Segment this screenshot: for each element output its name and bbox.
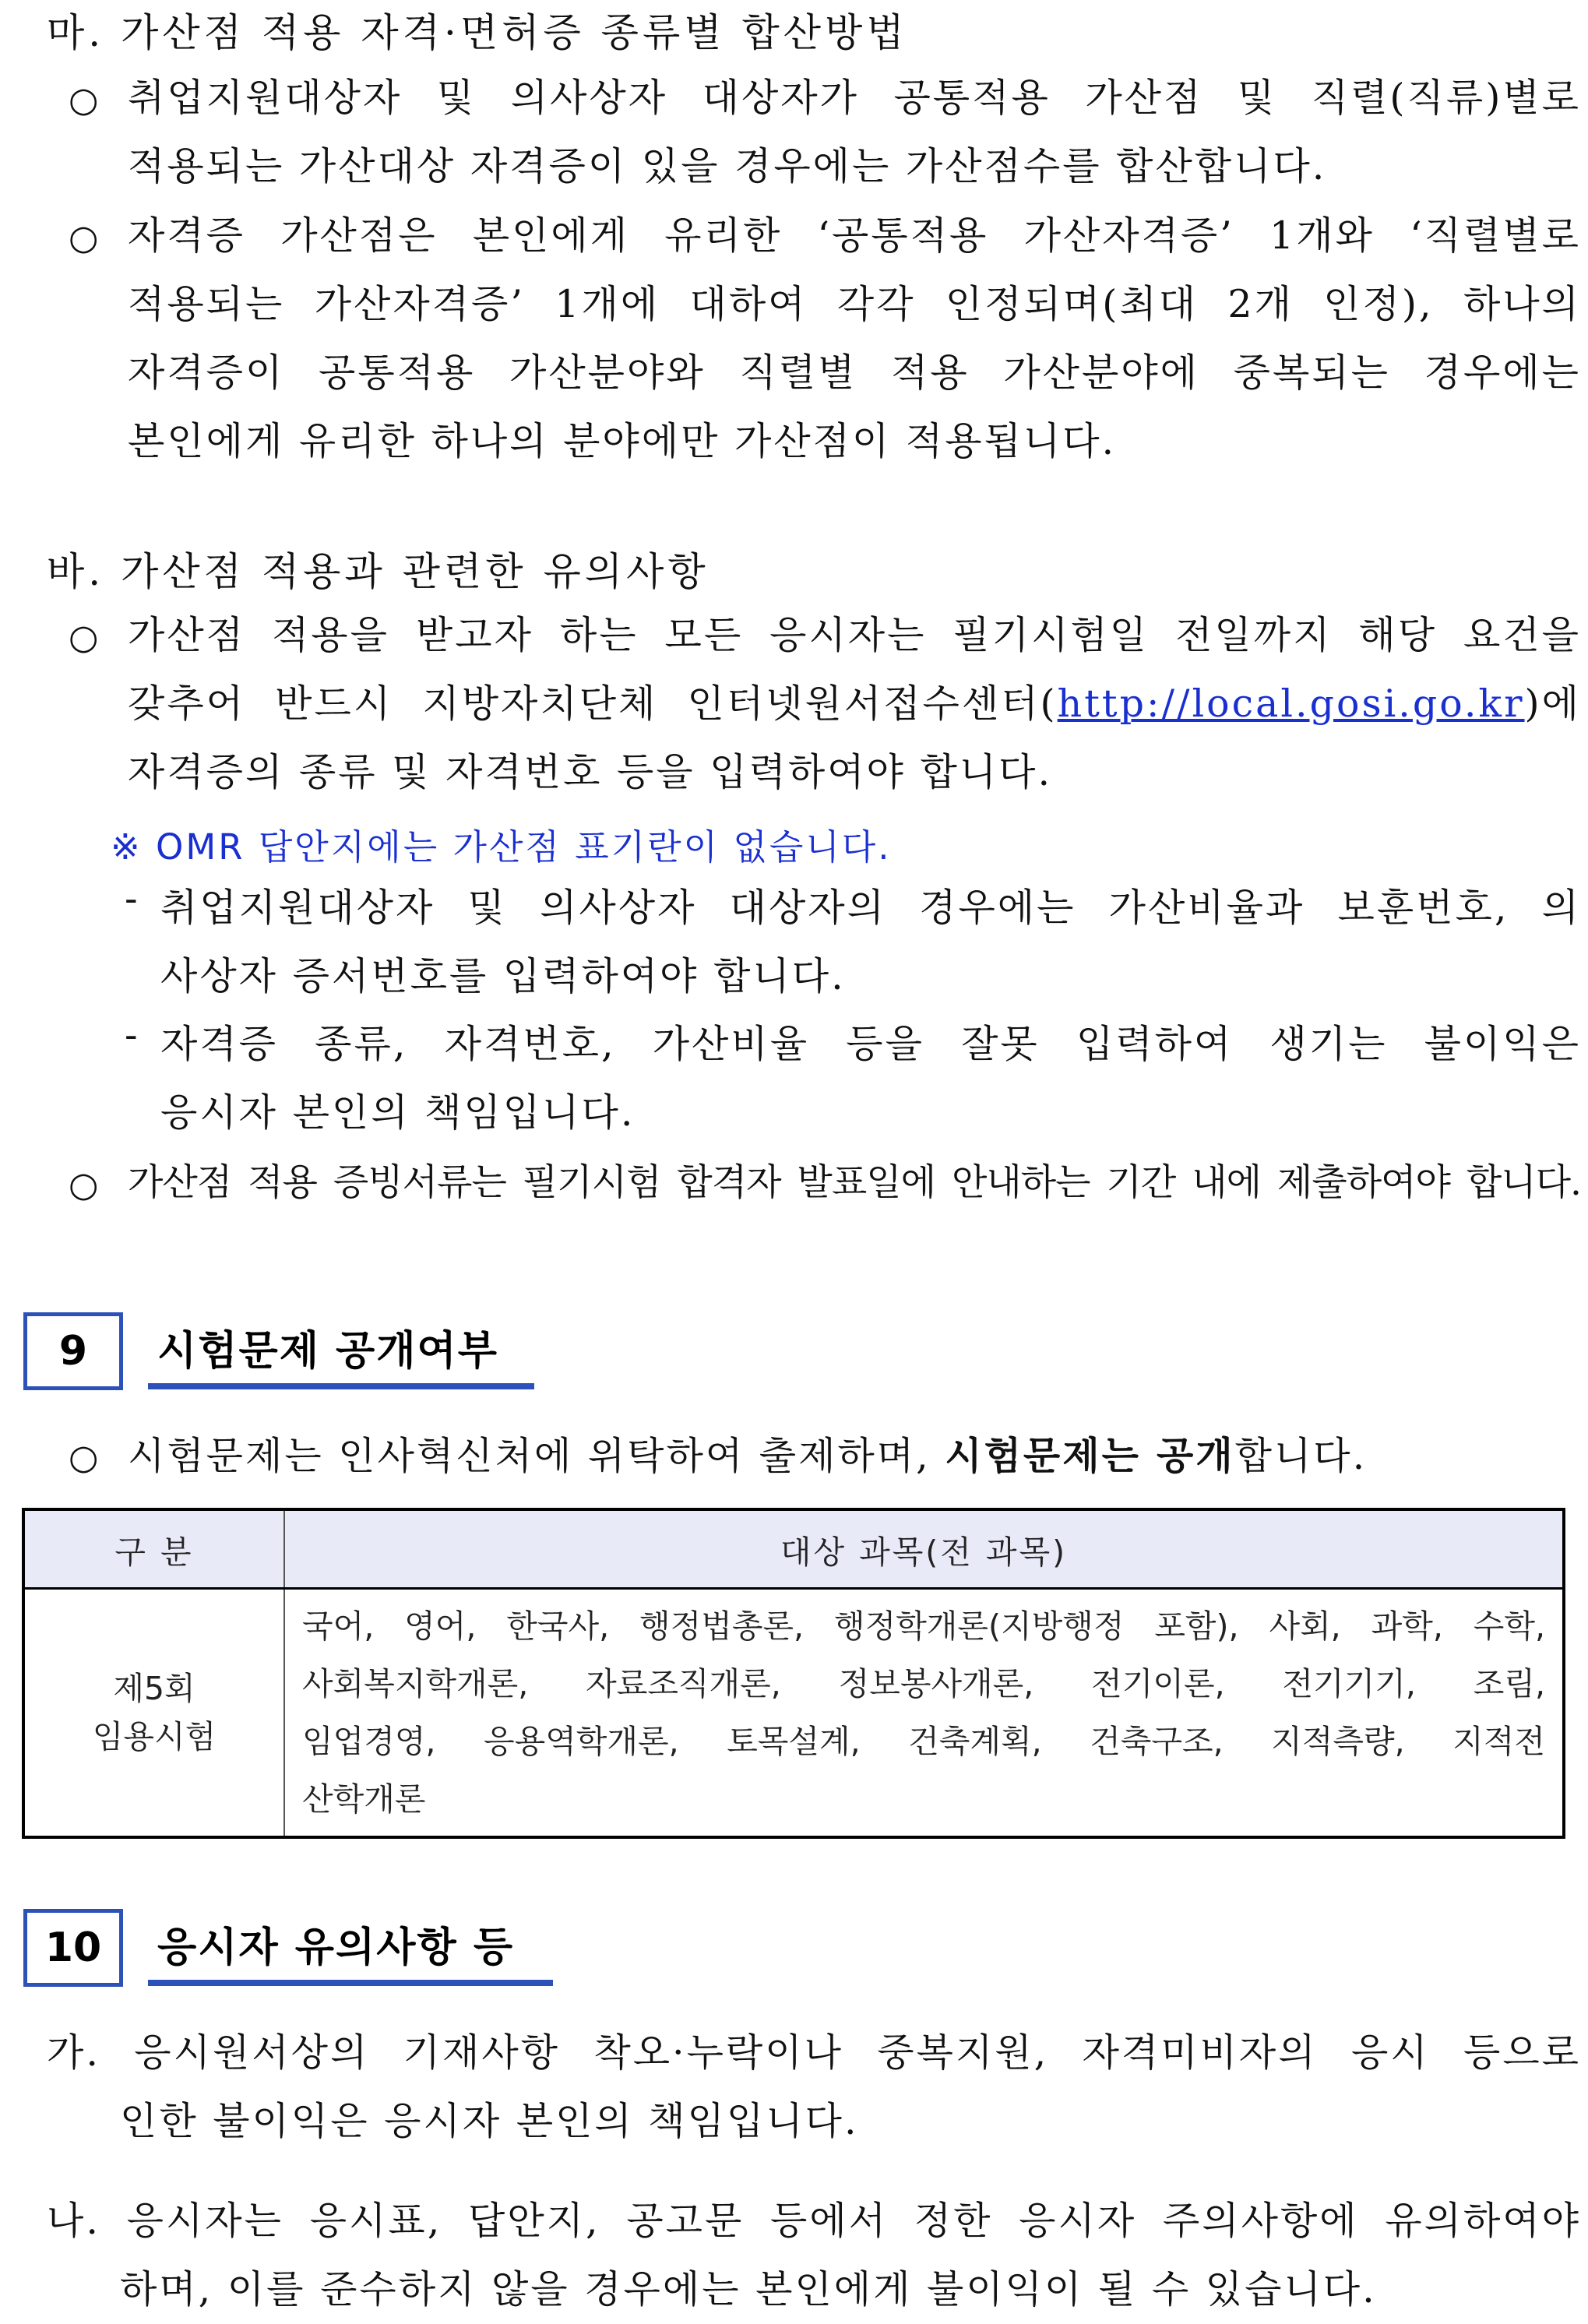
section-10-number-box: 10 <box>23 1909 123 1987</box>
gosi-website-link[interactable]: http://local.gosi.go.kr <box>1057 681 1525 726</box>
dash-bullet-icon: - <box>125 1012 138 1057</box>
section-9-title: 시험문제 공개여부 <box>157 1328 498 1375</box>
section-9-underline <box>148 1383 534 1389</box>
table-header-subjects: 대상 과목(전 과목) <box>284 1509 1564 1589</box>
circle-bullet-icon: ○ <box>69 218 99 258</box>
dash-bullet-icon: - <box>125 876 138 921</box>
ma-paragraph-2: 자격증 가산점은 본인에게 유리한 ‘공통적용 가산자격증’ 1개와 ‘직렬별로 적용되는 가산자격증’ 1개에 대하여 각각 인정되며(최대 2개 인정), 하나의 자격증이 공통적용 가산분야와 직렬별 적용 가산분야에 중복되는 경우에는 본인에게 유리한 하나의 분야에만 가산점이 적용됩니다. <box>128 213 1581 463</box>
section-10-item-na: 나. 응시자는 응시표, 답안지, 공고문 등에서 정한 응시자 주의사항에 유의하여야 하며, 이를 준수하지 않을 경우에는 본인에게 불이익이 될 수 있습니다. <box>47 2199 1581 2312</box>
section-ba-heading: 바. 가산점 적용과 관련한 유의사항 <box>47 549 709 594</box>
ba-paragraph-2: 가산점 적용 증빙서류는 필기시험 합격자 발표일에 안내하는 기간 내에 제출하여야 합니다. <box>128 1161 1581 1204</box>
circle-bullet-icon: ○ <box>69 80 99 120</box>
table-row-label: 제5회 임용시험 <box>23 1589 284 1838</box>
omr-note: ※ OMR 답안지에는 가산점 표기란이 없습니다. <box>111 826 892 868</box>
ma-paragraph-1: 취업지원대상자 및 의사상자 대상자가 공통적용 가산점 및 직렬(직류)별로 적용되는 가산대상 자격증이 있을 경우에는 가산점수를 합산합니다. <box>128 76 1581 188</box>
ba-dash-item-2: 자격증 종류, 자격번호, 가산비율 등을 잘못 입력하여 생기는 불이익은 응시자 본인의 책임입니다. <box>160 1022 1581 1135</box>
section-9-number-box: 9 <box>23 1312 123 1390</box>
section-ma-heading: 마. 가산점 적용 자격·면허증 종류별 합산방법 <box>47 10 908 55</box>
circle-bullet-icon: ○ <box>69 618 99 657</box>
section-10-underline <box>148 1980 553 1986</box>
table-row <box>23 1589 1564 1838</box>
ba-dash-item-1: 취업지원대상자 및 의사상자 대상자의 경우에는 가산비율과 보훈번호, 의 사상자 증서번호를 입력하여야 합니다. <box>160 886 1581 998</box>
circle-bullet-icon: ○ <box>69 1165 99 1205</box>
section-10-item-ga: 가. 응시원서상의 기재사항 착오·누락이나 중복지원, 자격미비자의 응시 등으로 인한 불이익은 응시자 본인의 책임입니다. <box>47 2030 1581 2143</box>
table-subjects-cell: 국어, 영어, 한국사, 행정법총론, 행정학개론(지방행정 포함), 사회, 과학, 수학, 사회복지학개론, 자료조직개론, 정보봉사개론, 전기이론, 전기기기, 조림, 임업경영, 응용역학개론, 토목설계, 건축계획, 건축구조, 지적측량, 지적전 산학개론 <box>302 1607 1545 1818</box>
section-9-text: 시험문제는 인사혁신처에 위탁하여 출제하며, 시험문제는 공개합니다. <box>128 1433 1368 1478</box>
circle-bullet-icon: ○ <box>69 1438 99 1477</box>
exam-subjects-table <box>22 1508 1565 1839</box>
table-header-row <box>23 1509 1564 1589</box>
table-header-category: 구 분 <box>23 1509 284 1589</box>
ba-paragraph-1: 가산점 적용을 받고자 하는 모든 응시자는 필기시험일 전일까지 해당 요건을 갖추어 반드시 지방자치단체 인터넷원서접수센터(http://local.gosi.go.kr)에 자격증의 종류 및 자격번호 등을 입력하여야 합니다. <box>128 613 1581 794</box>
section-10-title: 응시자 유의사항 등 <box>157 1924 515 1971</box>
